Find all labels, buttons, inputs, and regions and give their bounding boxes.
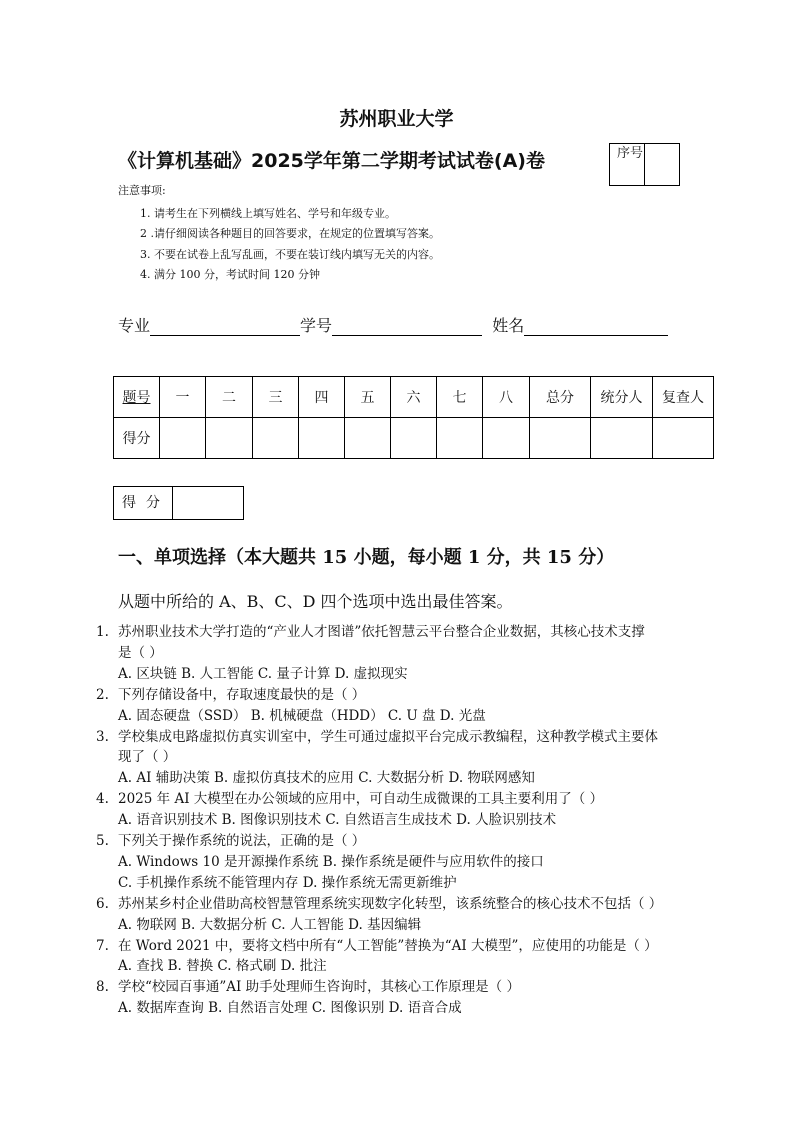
- question-text: 苏州职业技术大学打造的“产业人才图谱”依托智慧云平台整合企业数据，其核心技术支撑: [118, 624, 645, 640]
- score-table-header: 题号: [114, 377, 160, 418]
- score-cell[interactable]: [653, 418, 714, 459]
- student-info-fields: [118, 313, 668, 336]
- question-text: 学校集成电路虚拟仿真实训室中，学生可通过虚拟平台完成示教编程，这种教学模式主要体: [118, 728, 658, 745]
- score-table-header: 五: [345, 377, 391, 418]
- question-text: 是（ ）: [118, 644, 163, 661]
- question-text: 苏州某乡村企业借助高校智慧管理系统实现数字化转型，该系统整合的核心技术不包括（ ）: [118, 895, 663, 912]
- exam-title: 《计算机基础》2025学年第二学期考试试卷(A)卷: [118, 150, 545, 172]
- score-cell[interactable]: [391, 418, 437, 459]
- question-options: A. Windows 10 是开源操作系统 B. 操作系统是硬件与应用软件的接口: [118, 853, 544, 870]
- university-title: 苏州职业大学: [339, 108, 454, 130]
- score-cell[interactable]: [160, 418, 206, 459]
- question-options: A. 数据库查询 B. 自然语言处理 C. 图像识别 D. 语音合成: [118, 1000, 462, 1017]
- score-cell[interactable]: [206, 418, 253, 459]
- sequence-number-field[interactable]: [645, 144, 679, 185]
- question-text: 学校“校园百事通”AI 助手处理师生咨询时，其核心工作原理是（ ）: [118, 979, 520, 996]
- score-table-header: 统分人: [591, 377, 653, 418]
- score-table-header: 复查人: [653, 377, 714, 418]
- score-table-header: 三: [253, 377, 299, 418]
- question-number: 1.: [96, 624, 109, 640]
- section-score-label: 得分: [114, 487, 173, 519]
- section-heading: 一、单项选择（本大题共 15 小题，每小题 1 分，共 15 分）: [118, 547, 615, 568]
- question-number: 6.: [96, 895, 109, 912]
- score-row-label: 得分: [114, 418, 160, 459]
- question-number: 7.: [96, 937, 109, 954]
- question-text: 下列关于操作系统的说法，正确的是（ ）: [118, 833, 366, 849]
- score-cell[interactable]: [591, 418, 653, 459]
- section-score-field[interactable]: [173, 487, 243, 519]
- score-cell[interactable]: [253, 418, 299, 459]
- score-table-header: 总分: [530, 377, 591, 418]
- question-text: 现了（ ）: [118, 749, 177, 766]
- note-item: 4. 满分 100 分，考试时间 120 分钟: [140, 268, 320, 281]
- question-options: A. 语音识别技术 B. 图像识别技术 C. 自然语言生成技术 D. 人脸识别技术: [118, 812, 557, 829]
- name-field[interactable]: [524, 319, 668, 336]
- section-instruction: 从题中所给的 A、B、C、D 四个选项中选出最佳答案。: [118, 592, 513, 611]
- major-label: 专业: [118, 316, 151, 335]
- score-table-header: 二: [206, 377, 253, 418]
- question-text: 下列存储设备中，存取速度最快的是（ ）: [118, 686, 366, 703]
- note-item: 3. 不要在试卷上乱写乱画，不要在装订线内填写无关的内容。: [140, 248, 440, 261]
- sequence-number-box: [609, 143, 680, 186]
- student-id-label: 学号: [300, 316, 333, 335]
- question-number: 2.: [96, 686, 109, 703]
- note-item: 1. 请考生在下列横线上填写姓名、学号和年级专业。: [140, 207, 396, 220]
- score-table: [113, 376, 714, 459]
- question-text: 2025 年 AI 大模型在办公领域的应用中，可自动生成微课的工具主要利用了（ ）: [118, 791, 604, 808]
- question-options: C. 手机操作系统不能管理内存 D. 操作系统无需更新维护: [118, 874, 457, 891]
- question-options: A. 查找 B. 替换 C. 格式刷 D. 批注: [118, 958, 327, 975]
- score-table-header: 七: [437, 377, 483, 418]
- score-table-header: 八: [483, 377, 530, 418]
- question-text: 在 Word 2021 中，要将文档中所有“人工智能”替换为“AI 大模型”，应使用的功能是（ ）: [118, 937, 658, 954]
- question-number: 3.: [96, 728, 109, 745]
- notes-heading: 注意事项:: [118, 184, 166, 197]
- score-cell[interactable]: [299, 418, 345, 459]
- score-cell[interactable]: [345, 418, 391, 459]
- major-field[interactable]: [150, 319, 300, 336]
- score-table-score-row: [114, 418, 714, 459]
- score-cell[interactable]: [530, 418, 591, 459]
- section-score-box: [113, 486, 244, 520]
- score-table-header: 四: [299, 377, 345, 418]
- score-cell[interactable]: [437, 418, 483, 459]
- question-options: A. 区块链 B. 人工智能 C. 量子计算 D. 虚拟现实: [118, 665, 408, 682]
- question-number: 8.: [96, 979, 109, 996]
- note-item: 2 .请仔细阅读各种题目的回答要求，在规定的位置填写答案。: [140, 227, 440, 240]
- score-table-header: 六: [391, 377, 437, 418]
- sequence-number-label: 序号: [610, 144, 645, 185]
- question-number: 4.: [96, 791, 109, 808]
- score-table-header: 一: [160, 377, 206, 418]
- name-label: 姓名: [492, 316, 525, 335]
- score-table-header-row: [114, 377, 714, 418]
- question-options: A. 物联网 B. 大数据分析 C. 人工智能 D. 基因编辑: [118, 916, 422, 933]
- question-number: 5.: [96, 833, 109, 849]
- score-cell[interactable]: [483, 418, 530, 459]
- question-options: A. AI 辅助决策 B. 虚拟仿真技术的应用 C. 大数据分析 D. 物联网感知: [118, 770, 535, 787]
- question-options: A. 固态硬盘（SSD） B. 机械硬盘（HDD） C. U 盘 D. 光盘: [118, 707, 486, 724]
- student-id-field[interactable]: [332, 319, 482, 336]
